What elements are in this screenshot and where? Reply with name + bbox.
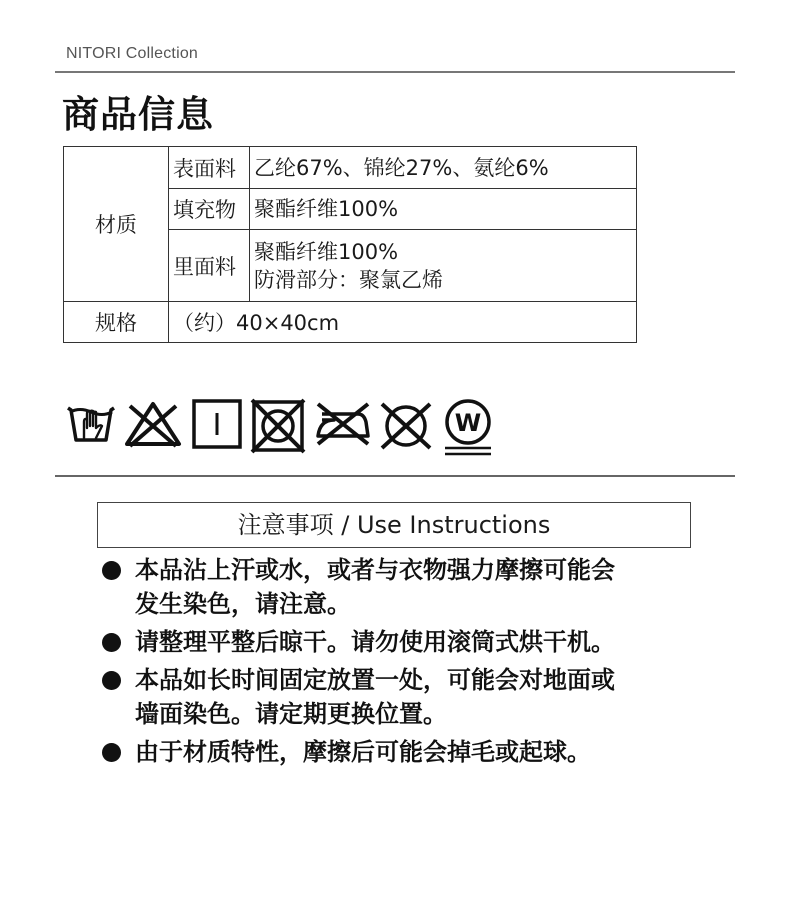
do-not-bleach-icon xyxy=(124,398,182,448)
outer-fabric-value xyxy=(250,147,637,189)
notice-line: 墙面染色。请定期更换位置。 xyxy=(135,700,447,728)
lining-label: 里面料 xyxy=(169,230,250,302)
filling-line: 聚酯纤维100% xyxy=(254,197,399,221)
material-label: 材质 xyxy=(64,147,169,302)
lining-line-1: 聚酯纤维100% xyxy=(254,239,399,264)
filling-value xyxy=(250,189,637,230)
size-label: 规格 xyxy=(64,302,169,343)
list-item xyxy=(100,663,720,731)
notice-list xyxy=(100,553,720,773)
page-title: 商品信息 xyxy=(62,93,214,136)
lining-line-2: 防滑部分：聚氯乙烯 xyxy=(254,267,443,292)
outer-fabric-label: 表面料 xyxy=(169,147,250,189)
notice-line: 请整理平整后晾干。请勿使用滚筒式烘干机。 xyxy=(135,628,615,656)
header-divider xyxy=(55,71,735,73)
notice-line: 本品如长时间固定放置一处，可能会对地面或 xyxy=(135,666,615,694)
bullet-icon xyxy=(102,743,121,762)
lining-value xyxy=(250,230,637,302)
bullet-icon xyxy=(102,633,121,652)
bullet-icon xyxy=(102,671,121,690)
brand-name: NITORI Collection xyxy=(66,45,199,62)
wet-clean-icon xyxy=(440,398,496,458)
line-dry-icon xyxy=(191,398,243,450)
list-item xyxy=(100,625,720,659)
list-item xyxy=(100,553,720,621)
do-not-iron-icon xyxy=(314,398,372,448)
section-divider xyxy=(55,475,735,477)
do-not-tumble-dry-icon xyxy=(250,398,306,454)
care-icons xyxy=(66,398,496,458)
notice-title: 注意事项 / Use Instructions xyxy=(97,502,691,548)
notice-line: 发生染色，请注意。 xyxy=(135,590,351,618)
size-value: （约）40×40cm xyxy=(169,302,637,343)
notice-line: 本品沾上汗或水，或者与衣物强力摩擦可能会 xyxy=(135,556,615,584)
table-row xyxy=(64,147,637,189)
outer-fabric-line: 乙纶67%、锦纶27%、氨纶6% xyxy=(254,155,549,180)
wet-clean-letter: W xyxy=(454,409,482,437)
product-info-table xyxy=(63,146,637,343)
notice-line: 由于材质特性，摩擦后可能会掉毛或起球。 xyxy=(135,738,591,766)
hand-wash-icon xyxy=(66,398,116,448)
bullet-icon xyxy=(102,561,121,580)
do-not-dry-clean-icon xyxy=(378,398,434,454)
filling-label: 填充物 xyxy=(169,189,250,230)
list-item xyxy=(100,735,720,769)
table-row xyxy=(64,302,637,343)
